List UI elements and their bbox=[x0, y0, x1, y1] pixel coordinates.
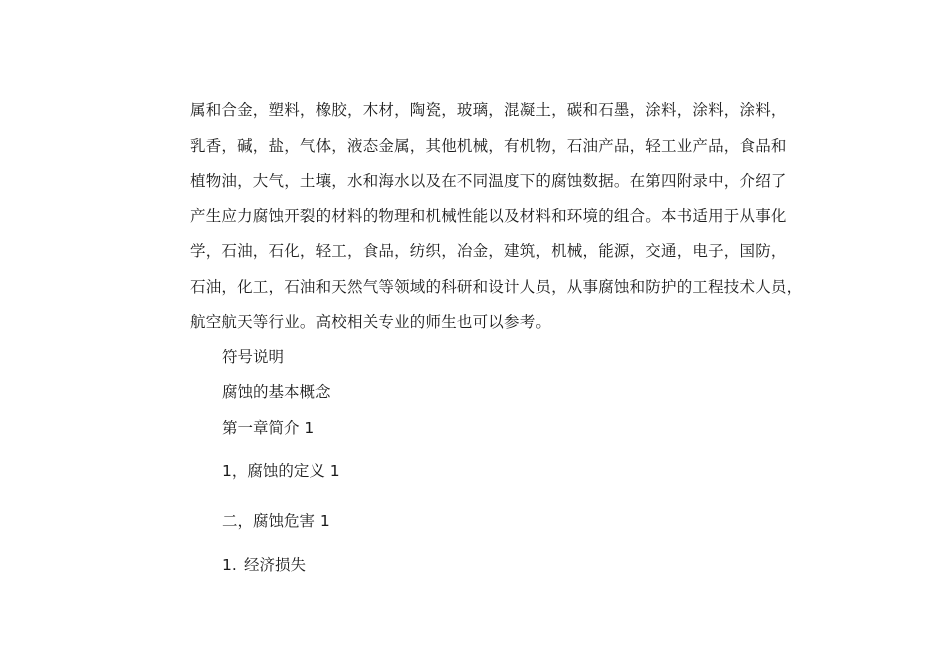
paragraph-line: 属和合金，塑料，橡胶，木材，陶瓷，玻璃，混凝土，碳和石墨，涂料，涂料，涂料， bbox=[190, 101, 787, 119]
paragraph-line: 产生应力腐蚀开裂的材料的物理和机械性能以及材料和环境的组合。本书适用于从事化 bbox=[190, 207, 787, 225]
toc-symbols: 符号说明 bbox=[222, 348, 285, 366]
toc-item-economic-loss bbox=[222, 555, 306, 575]
paragraph-line: 乳香，碱，盐，气体，液态金属，其他机械，有机物，石油产品，轻工业产品，食品和 bbox=[190, 137, 787, 155]
list-number: 1. bbox=[222, 556, 237, 574]
toc-chapter-1: 第一章简介 1 bbox=[222, 419, 315, 437]
toc-item-hazards: 二，腐蚀危害 1 bbox=[222, 512, 330, 530]
list-text: 经济损失 bbox=[244, 556, 307, 574]
toc-basic-concepts: 腐蚀的基本概念 bbox=[222, 383, 331, 401]
paragraph-line: 航空航天等行业。高校相关专业的师生也可以参考。 bbox=[190, 313, 552, 331]
toc-item-definition: 1，腐蚀的定义 1 bbox=[222, 462, 340, 480]
paragraph-line: 学，石油，石化，轻工，食品，纺织，冶金，建筑，机械，能源，交通，电子，国防， bbox=[190, 242, 787, 260]
paragraph-line: 石油，化工，石油和天然气等领域的科研和设计人员，从事腐蚀和防护的工程技术人员， bbox=[190, 278, 803, 296]
paragraph-line: 植物油，大气，土壤，水和海水以及在不同温度下的腐蚀数据。在第四附录中，介绍了 bbox=[190, 172, 787, 190]
